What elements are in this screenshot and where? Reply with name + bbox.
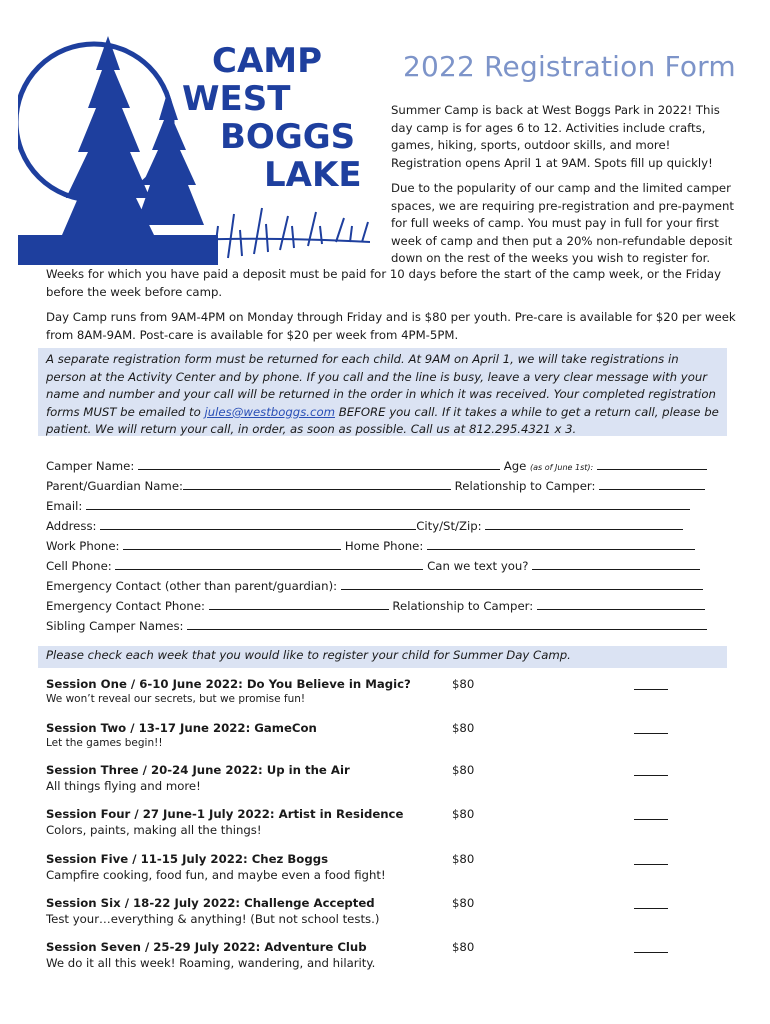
session-price: $80 (452, 677, 475, 691)
emergency-contact-field[interactable] (341, 578, 703, 590)
camp-logo (18, 30, 370, 270)
session-check-line[interactable] (634, 689, 668, 690)
relationship-field[interactable] (599, 478, 705, 490)
city-field[interactable] (485, 518, 683, 530)
session-item (46, 807, 736, 847)
emergency-phone-row (46, 598, 705, 614)
relationship-label: Relationship to Camper: (454, 479, 596, 493)
session-item (46, 940, 736, 980)
camper-name-label: Camper Name: (46, 459, 135, 473)
session-desc: We do it all this week! Roaming, wandering, and hilarity. (46, 956, 376, 970)
session-desc: Let the games begin!! (46, 737, 163, 749)
text-ok-label: Can we text you? (427, 559, 529, 573)
age-field[interactable] (597, 458, 707, 470)
session-name: Session Seven / 25-29 July 2022: Adventure Club (46, 940, 367, 954)
cell-row (46, 558, 700, 574)
session-desc: Colors, paints, making all the things! (46, 823, 262, 837)
siblings-row (46, 618, 707, 634)
address-row (46, 518, 683, 534)
session-item (46, 721, 736, 761)
session-price: $80 (452, 940, 475, 954)
page-title: 2022 Registration Form (403, 50, 736, 83)
session-price: $80 (452, 763, 475, 777)
session-desc: We won’t reveal our secrets, but we promise fun! (46, 693, 306, 705)
ground-shape (18, 235, 218, 265)
siblings-label: Sibling Camper Names: (46, 619, 184, 633)
session-item (46, 763, 736, 803)
parent-label: Parent/Guardian Name: (46, 479, 183, 493)
session-item (46, 852, 736, 892)
email-label: Email: (46, 499, 83, 513)
session-check-line[interactable] (634, 864, 668, 865)
siblings-field[interactable] (187, 618, 707, 630)
session-name: Session Three / 20-24 June 2022: Up in the Air (46, 763, 350, 777)
logo-word-west: WEST (182, 79, 291, 119)
session-item (46, 896, 736, 936)
address-label: Address: (46, 519, 97, 533)
city-label: City/St/Zip: (416, 519, 482, 533)
deposit-paragraph-continued: Weeks for which you have paid a deposit must be paid for 10 days before the start of the camp week, or the Friday before the week before camp. (46, 267, 722, 299)
cell-phone-label: Cell Phone: (46, 559, 112, 573)
work-phone-label: Work Phone: (46, 539, 120, 553)
session-desc: Campfire cooking, food fun, and maybe even a food fight! (46, 868, 386, 882)
emergency-row (46, 578, 703, 594)
session-name: Session Two / 13-17 June 2022: GameCon (46, 721, 317, 735)
day-camp-paragraph: Day Camp runs from 9AM-4PM on Monday through Friday and is $80 per youth. Pre-care is available for $20 per week from 8AM-9AM. Post-care is available for $20 per week from 4PM-5PM. (46, 310, 736, 342)
email-link[interactable]: jules@westboggs.com (204, 404, 335, 419)
session-name: Session One / 6-10 June 2022: Do You Believe in Magic? (46, 677, 411, 691)
email-field[interactable] (86, 498, 690, 510)
phone-row (46, 538, 695, 554)
session-desc: Test your…everything & anything! (But not school tests.) (46, 912, 380, 926)
cell-phone-field[interactable] (115, 558, 423, 570)
session-price: $80 (452, 896, 475, 910)
relationship2-field[interactable] (537, 598, 705, 610)
pine-tree-left-icon (62, 36, 154, 235)
session-name: Session Six / 18-22 July 2022: Challenge Accepted (46, 896, 375, 910)
session-price: $80 (452, 721, 475, 735)
email-row (46, 498, 690, 514)
text-ok-field[interactable] (532, 558, 700, 570)
session-check-line[interactable] (634, 952, 668, 953)
check-instruction: Please check each week that you would like to register your child for Summer Day Camp. (46, 648, 571, 662)
session-name: Session Four / 27 June-1 July 2022: Artist in Residence (46, 807, 404, 821)
session-desc: All things flying and more! (46, 779, 201, 793)
session-price: $80 (452, 852, 475, 866)
notice-text-part2: BEFORE you call. If it takes a while to get a return call, please be patient. We will return your call, in order, as soon as possible. Call us at 812.295.4321 x 3. (46, 404, 719, 437)
emergency-contact-label: Emergency Contact (other than parent/guardian): (46, 579, 338, 593)
notice-text (46, 351, 722, 439)
session-check-line[interactable] (634, 775, 668, 776)
intro-paragraph: Summer Camp is back at West Boggs Park in 2022! This day camp is for ages 6 to 12. Activities include crafts, games, hiking, sports, outdoor skills, and more! Registration opens April 1 at 9AM. Spots fill up quickly! (391, 103, 720, 170)
session-name: Session Five / 11-15 July 2022: Chez Boggs (46, 852, 329, 866)
address-field[interactable] (100, 518, 416, 530)
deposit-paragraph: Due to the popularity of our camp and the limited camper spaces, we are requiring pre-registration and pre-payment for full weeks of camp. You must pay in full for your first week of camp and then put a 20% non-refundable deposit down on the rest of the weeks you wish to register for. (391, 181, 734, 265)
age-label: Age (503, 459, 527, 473)
camper-name-row (46, 458, 707, 475)
session-check-line[interactable] (634, 908, 668, 909)
session-check-line[interactable] (634, 819, 668, 820)
relationship2-label: Relationship to Camper: (392, 599, 534, 613)
camper-name-field[interactable] (138, 458, 500, 470)
work-phone-field[interactable] (123, 538, 341, 550)
logo-word-lake: LAKE (264, 155, 362, 195)
logo-word-camp: CAMP (212, 41, 323, 81)
home-phone-label: Home Phone: (344, 539, 424, 553)
logo-word-boggs: BOGGS (220, 117, 356, 157)
parent-row (46, 478, 705, 494)
emergency-phone-label: Emergency Contact Phone: (46, 599, 205, 613)
session-price: $80 (452, 807, 475, 821)
home-phone-field[interactable] (427, 538, 695, 550)
parent-name-field[interactable] (183, 478, 451, 490)
emergency-phone-field[interactable] (209, 598, 389, 610)
notice-text-part1: A separate registration form must be returned for each child. At 9AM on April 1, we will take registrations in person at the Activity Center and by phone. If you call and the line is busy, leave a very clear message with your name and number and your call will be returned in the order in which it was received. Your completed registration forms MUST be emailed to (46, 352, 716, 419)
session-item (46, 677, 736, 717)
age-note: (as of June 1st): (530, 463, 594, 472)
session-check-line[interactable] (634, 733, 668, 734)
